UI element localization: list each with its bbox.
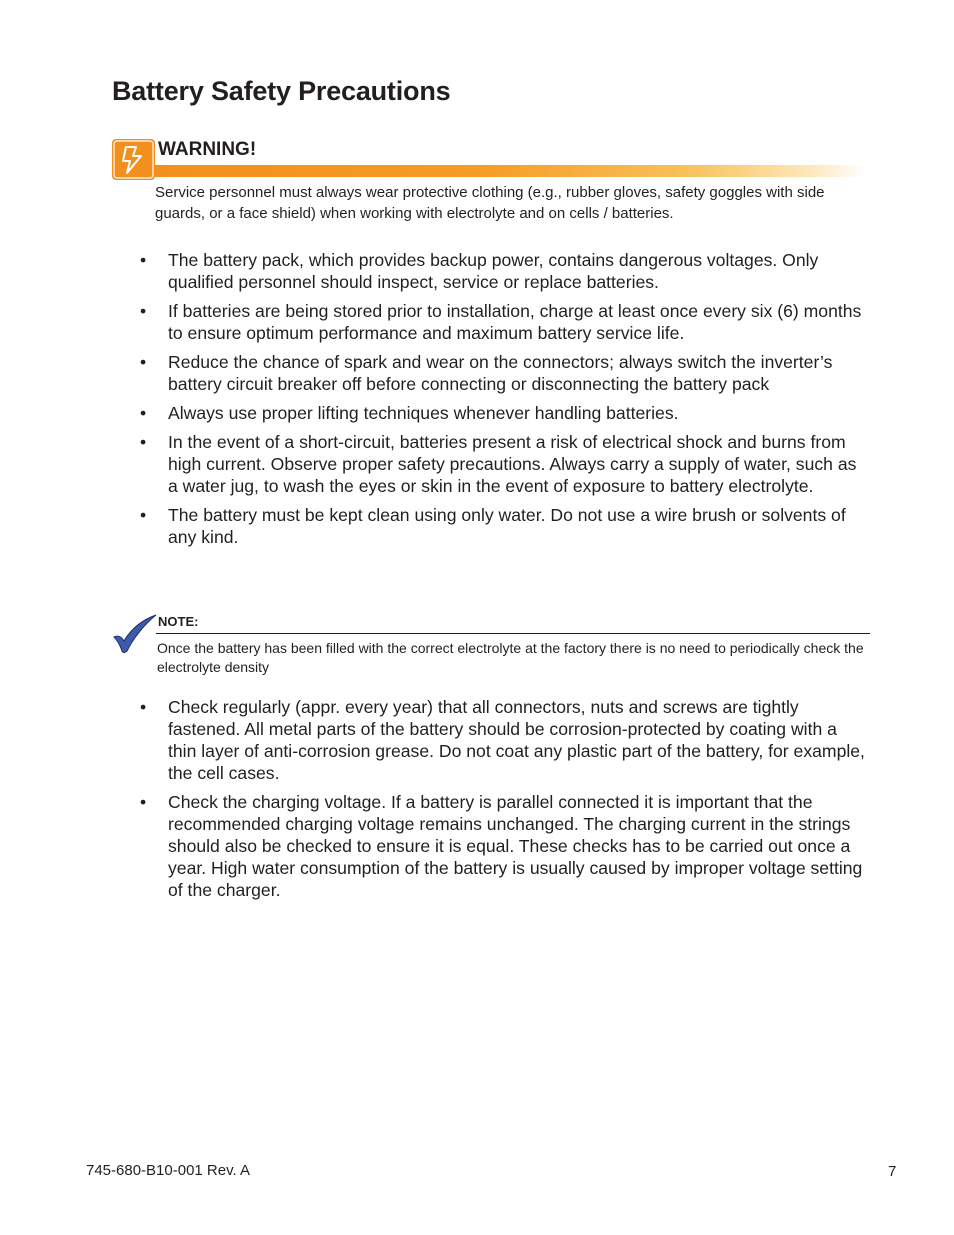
page-title: Battery Safety Precautions bbox=[112, 76, 451, 106]
list-item-text: The battery must be kept clean using only water. Do not use a wire brush or solvents of any kind. bbox=[168, 505, 846, 547]
bullet: • bbox=[140, 505, 147, 525]
list-item bbox=[140, 431, 870, 497]
bullet: • bbox=[140, 792, 147, 812]
bullet: • bbox=[140, 403, 147, 423]
lightning-bolt-icon bbox=[112, 139, 155, 180]
document-number: 745-680-B10-001 Rev. A bbox=[86, 1162, 250, 1179]
bullet: • bbox=[140, 301, 147, 321]
list-item-text: Reduce the chance of spark and wear on the connectors; always switch the inverter’s battery circuit breaker off before connecting or disconnecting the battery pack bbox=[168, 352, 833, 394]
precautions-list bbox=[140, 249, 870, 555]
list-item bbox=[140, 300, 870, 344]
list-item-text: Check the charging voltage. If a battery is parallel connected it is important that the recommended charging voltage remains unchanged. The charging current in the strings should also be checked to ensure it is equal. These checks has to be carried out once a year. High water consumption of the battery is usually caused by improper voltage setting of the charger. bbox=[168, 792, 863, 900]
list-item bbox=[140, 402, 870, 424]
warning-banner-bar bbox=[155, 165, 865, 177]
page-number: 7 bbox=[888, 1163, 897, 1180]
warning-text: Service personnel must always wear protective clothing (e.g., rubber gloves, safety goggles with side guards, or a face shield) when working with electrolyte and on cells / batteries. bbox=[155, 184, 825, 222]
list-item bbox=[140, 791, 870, 901]
checkmark-icon bbox=[112, 614, 158, 654]
bullet: • bbox=[140, 352, 147, 372]
bullet: • bbox=[140, 432, 147, 452]
bullet: • bbox=[140, 697, 147, 717]
list-item-text: Check regularly (appr. every year) that all connectors, nuts and screws are tightly fastened. All metal parts of the battery should be corrosion-protected by coating with a thin layer of anti-corrosion grease. Do not coat any plastic part of the battery, for example, the cell cases. bbox=[168, 697, 865, 783]
list-item-text: Always use proper lifting techniques whenever handling batteries. bbox=[168, 403, 679, 423]
list-item-text: The battery pack, which provides backup power, contains dangerous voltages. Only qualified personnel should inspect, service or replace batteries. bbox=[168, 250, 819, 292]
warning-label: WARNING! bbox=[158, 139, 257, 160]
list-item bbox=[140, 351, 870, 395]
list-item bbox=[140, 249, 870, 293]
note-text: Once the battery has been filled with the correct electrolyte at the factory there is no need to periodically check the electrolyte density bbox=[157, 640, 864, 675]
note-label: NOTE: bbox=[158, 614, 199, 629]
list-item bbox=[140, 696, 870, 784]
list-item-text: If batteries are being stored prior to installation, charge at least once every six (6) months to ensure optimum performance and maximum battery service life. bbox=[168, 301, 862, 343]
note-divider bbox=[156, 633, 870, 634]
list-item bbox=[140, 504, 870, 548]
maintenance-list bbox=[140, 696, 870, 908]
list-item-text: In the event of a short-circuit, batteries present a risk of electrical shock and burns from high current. Observe proper safety precautions. Always carry a supply of water, such as a water jug, to wash the eyes or skin in the event of exposure to battery electrolyte. bbox=[168, 432, 857, 496]
bullet: • bbox=[140, 250, 147, 270]
